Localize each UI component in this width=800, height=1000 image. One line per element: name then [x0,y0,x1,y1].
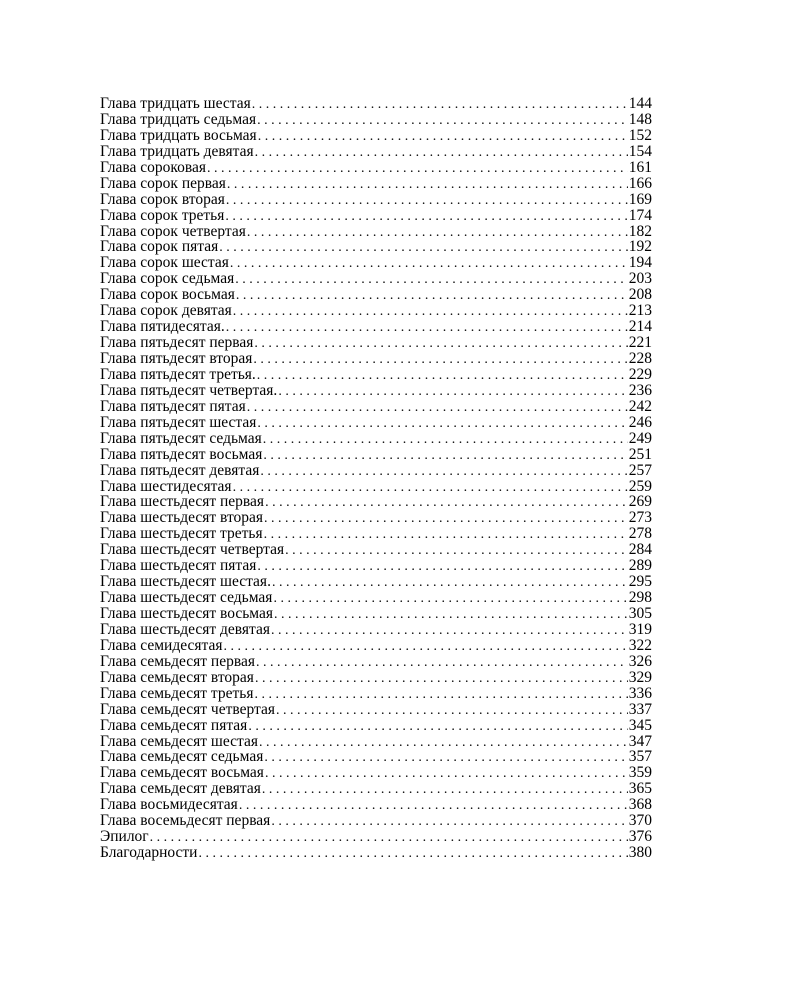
toc-entry-title: Глава восемьдесят первая [100,813,271,830]
toc-dot-leader [254,687,627,702]
toc-entry-page-number: 148 [628,111,652,128]
toc-entry-page-number: 192 [628,239,652,256]
toc-entry-page-number: 229 [628,366,652,383]
toc-dot-leader [207,161,628,176]
toc-entry-page-number: 305 [628,606,652,622]
toc-entry-page-number: 273 [628,510,652,527]
toc-dot-leader [278,384,627,399]
toc-entry [100,558,652,574]
toc-entry [100,845,652,861]
toc-entry-title: Глава шестьдесят третья [100,526,263,543]
toc-entry-page-number: 284 [628,542,652,559]
toc-dot-leader [257,113,628,128]
toc-entry-page-number: 365 [628,781,652,798]
toc-dot-leader [248,719,627,734]
toc-entry-title: Глава тридцать шестая [100,96,251,112]
toc-entry-page-number: 368 [628,797,652,814]
toc-entry-title: Глава шестьдесят вторая [100,510,264,527]
toc-dot-leader [263,448,627,463]
toc-entry-title: Глава шестьдесят шестая. [100,574,271,591]
toc-entry [100,638,652,654]
toc-entry [100,367,652,383]
toc-dot-leader [258,129,628,144]
toc-entry-title: Глава шестьдесят первая [100,494,265,511]
toc-entry [100,287,652,303]
toc-entry-page-number: 251 [628,446,652,463]
toc-dot-leader [225,209,627,224]
toc-entry-title: Глава семьдесят первая [100,653,255,670]
toc-entry-title: Глава семьдесят четвертая [100,701,275,718]
toc-entry [100,829,652,845]
toc-dot-leader [226,320,628,335]
toc-entry-page-number: 214 [628,319,652,336]
toc-entry [100,494,652,510]
toc-dot-leader [263,432,628,447]
toc-entry [100,431,652,447]
toc-entry-title: Благодарности [100,845,198,861]
toc-dot-leader [254,336,627,351]
toc-entry [100,654,652,670]
toc-entry-title: Глава шестьдесят седьмая [100,590,273,606]
toc-dot-leader [271,623,628,638]
toc-dot-leader [253,352,627,367]
toc-dot-leader [235,272,628,287]
toc-entry [100,542,652,558]
toc-entry-page-number: 380 [628,845,652,861]
toc-entry-title: Глава тридцать седьмая [100,111,257,128]
toc-entry [100,479,652,495]
toc-entry-title: Глава сорок восьмая [100,287,235,304]
toc-entry-page-number: 194 [628,255,652,272]
toc-dot-leader [219,240,628,255]
toc-entry-page-number: 228 [628,351,652,367]
toc-entry-page-number: 278 [628,526,652,543]
toc-entry-page-number: 174 [628,207,652,224]
toc-entry-title: Глава шестьдесят восьмая [100,606,274,622]
toc-entry [100,686,652,702]
toc-entry-title: Глава сорок шестая [100,255,229,272]
toc-dot-leader [262,782,628,797]
toc-entry-title: Глава пятидесятая. [100,319,225,336]
toc-entry-page-number: 208 [628,287,652,304]
toc-dot-leader [255,145,628,160]
toc-dot-leader [256,655,628,670]
toc-entry-title: Глава шестьдесят четвертая [100,542,285,559]
toc-entry [100,749,652,765]
toc-entry-page-number: 203 [628,271,652,288]
toc-entry-page-number: 289 [628,558,652,575]
toc-entry-page-number: 269 [628,494,652,511]
toc-entry-page-number: 152 [628,127,652,144]
toc-entry-page-number: 359 [628,765,652,782]
toc-entry-title: Глава семьдесят седьмая [100,749,264,766]
toc-dot-leader [272,575,628,590]
toc-entry [100,239,652,255]
toc-entry [100,112,652,128]
toc-entry-title: Глава семьдесят шестая [100,733,258,750]
toc-dot-leader [198,846,627,861]
toc-entry-title: Глава восьмидесятая [100,797,238,814]
toc-dot-leader [257,559,627,574]
toc-entry [100,224,652,240]
toc-entry-page-number: 144 [628,96,652,112]
toc-entry-page-number: 259 [628,478,652,495]
toc-entry [100,255,652,271]
toc-entry-title: Глава сорок пятая [100,239,219,256]
toc-entry-title: Глава сорок третья [100,207,225,224]
table-of-contents [100,96,652,861]
toc-entry [100,303,652,319]
toc-entry [100,192,652,208]
toc-entry [100,606,652,622]
toc-dot-leader [150,830,628,845]
toc-entry-page-number: 182 [628,223,652,240]
toc-entry-title: Глава тридцать восьмая [100,127,257,144]
toc-dot-leader [264,527,628,542]
toc-entry-page-number: 295 [628,574,652,591]
toc-entry [100,271,652,287]
toc-dot-leader [230,256,628,271]
toc-dot-leader [271,814,627,829]
toc-entry-page-number: 166 [628,175,652,192]
toc-entry-title: Глава сорок четвертая [100,223,246,240]
toc-dot-leader [233,304,628,319]
toc-entry-page-number: 337 [628,701,652,718]
toc-entry-title: Глава пятьдесят первая [100,335,254,351]
toc-entry-title: Глава сорок первая [100,175,226,192]
toc-entry-title: Эпилог [100,829,149,846]
toc-entry [100,670,652,686]
toc-dot-leader [260,464,627,479]
toc-entry-title: Глава семидесятая [100,637,223,654]
toc-entry [100,383,652,399]
toc-dot-leader [285,543,628,558]
toc-entry-page-number: 169 [628,191,652,208]
toc-entry-title: Глава пятьдесят восьмая [100,446,263,463]
toc-dot-leader [239,798,628,813]
toc-dot-leader [236,288,628,303]
toc-dot-leader [265,495,628,510]
toc-entry-title: Глава семьдесят восьмая [100,765,264,782]
toc-dot-leader [255,671,628,686]
toc-entry [100,781,652,797]
toc-entry-title: Глава пятьдесят пятая [100,398,246,415]
toc-entry-title: Глава шестьдесят девятая [100,621,270,638]
toc-entry-page-number: 213 [628,303,652,320]
toc-entry-title: Глава пятьдесят девятая [100,462,260,479]
toc-entry [100,319,652,335]
toc-entry-page-number: 370 [628,813,652,830]
toc-dot-leader [233,480,628,495]
toc-entry-title: Глава семьдесят третья [100,685,254,702]
toc-entry [100,702,652,718]
toc-entry-title: Глава сорок седьмая [100,271,235,288]
toc-dot-leader [259,735,628,750]
toc-entry-title: Глава семьдесят девятая [100,781,261,798]
toc-entry-title: Глава сорок девятая [100,303,232,320]
toc-dot-leader [264,750,627,765]
toc-entry-title: Глава сорок вторая [100,191,225,208]
toc-entry-page-number: 319 [628,621,652,638]
toc-dot-leader [257,368,628,383]
toc-entry-title: Глава тридцать девятая [100,143,254,160]
toc-entry [100,160,652,176]
toc-entry [100,128,652,144]
toc-entry [100,797,652,813]
toc-dot-leader [274,607,628,622]
toc-entry [100,718,652,734]
toc-entry-title: Глава пятьдесят третья. [100,366,256,383]
toc-entry [100,447,652,463]
toc-entry-title: Глава шестидесятая [100,478,232,495]
toc-entry [100,415,652,431]
toc-entry [100,765,652,781]
toc-entry-page-number: 336 [628,685,652,702]
toc-entry-page-number: 376 [628,829,652,846]
toc-entry-title: Глава пятьдесят шестая [100,414,257,431]
toc-entry-page-number: 249 [628,430,652,447]
toc-entry [100,144,652,160]
toc-entry [100,574,652,590]
toc-entry-title: Глава семьдесят пятая [100,717,248,734]
toc-entry-page-number: 322 [628,637,652,654]
toc-entry-page-number: 326 [628,653,652,670]
toc-dot-leader [226,193,628,208]
toc-entry [100,208,652,224]
toc-entry [100,526,652,542]
toc-dot-leader [252,97,628,112]
toc-dot-leader [265,766,628,781]
toc-entry-page-number: 236 [628,382,652,399]
toc-entry-title: Глава шестьдесят пятая [100,558,257,575]
toc-entry [100,96,652,112]
toc-entry-page-number: 345 [628,717,652,734]
toc-entry-page-number: 298 [628,590,652,606]
toc-dot-leader [227,177,628,192]
toc-entry-page-number: 257 [628,462,652,479]
toc-entry [100,622,652,638]
toc-entry-page-number: 221 [628,335,652,351]
toc-entry [100,813,652,829]
toc-dot-leader [247,225,628,240]
toc-entry [100,510,652,526]
toc-entry-page-number: 347 [628,733,652,750]
toc-entry-page-number: 161 [628,159,652,176]
toc-entry-page-number: 357 [628,749,652,766]
toc-entry [100,463,652,479]
toc-dot-leader [223,639,627,654]
toc-entry [100,734,652,750]
toc-entry [100,335,652,351]
toc-entry-page-number: 242 [628,398,652,415]
toc-dot-leader [264,511,628,526]
toc-entry [100,176,652,192]
toc-entry [100,590,652,606]
toc-entry-page-number: 154 [628,143,652,160]
toc-entry-page-number: 246 [628,414,652,431]
toc-entry-title: Глава пятьдесят вторая [100,351,253,367]
toc-entry [100,351,652,367]
toc-dot-leader [257,416,627,431]
toc-dot-leader [247,400,628,415]
toc-entry-title: Глава пятьдесят четвертая. [100,382,278,399]
toc-entry [100,399,652,415]
toc-dot-leader [273,591,627,606]
toc-entry-title: Глава семьдесят вторая [100,669,254,686]
toc-dot-leader [276,703,628,718]
toc-entry-title: Глава пятьдесят седьмая [100,430,262,447]
toc-entry-title: Глава сороковая [100,159,207,176]
toc-entry-page-number: 329 [628,669,652,686]
